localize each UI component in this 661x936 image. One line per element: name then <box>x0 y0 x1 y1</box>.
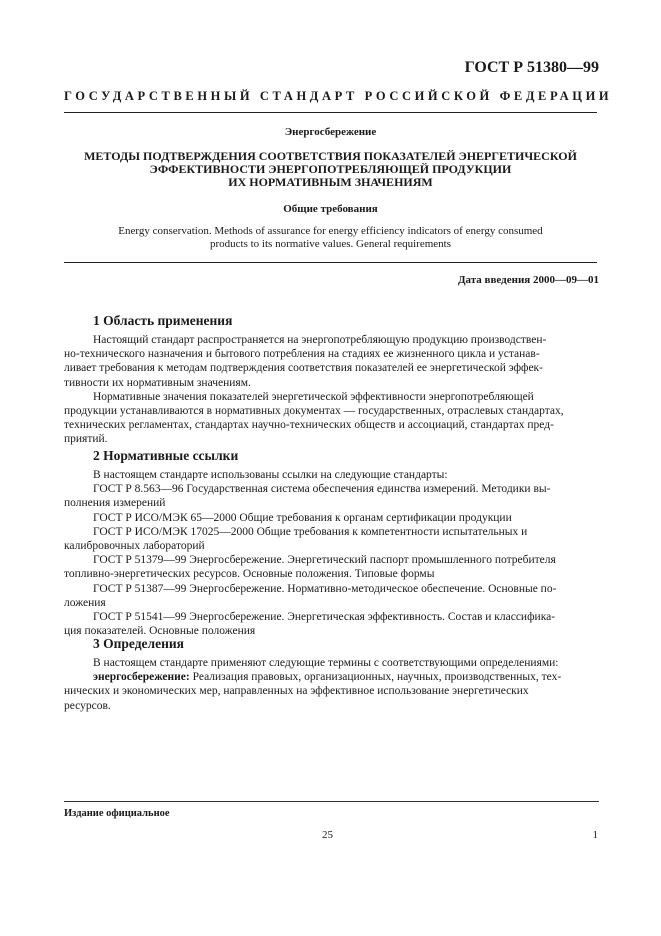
definition-line <box>64 670 598 684</box>
document-subtitle: Общие требования <box>283 203 378 215</box>
document-number: ГОСТ Р 51380—99 <box>464 59 599 76</box>
text-line: В настоящем стандарте использованы ссылки на следующие стандарты: <box>93 469 448 481</box>
section-heading: 1 Область применения <box>93 313 233 328</box>
english-title-line: Energy conservation. Methods of assurance for energy efficiency indicators of energy consumed <box>118 225 543 237</box>
text-line: тивности их нормативным значениям. <box>64 376 251 389</box>
english-title-line: products to its normative values. General requirements <box>209 237 451 250</box>
reference-line: калибровочных лабораторий <box>64 540 205 553</box>
reference-line: ГОСТ Р 51379—99 Энергосбережение. Энергетический паспорт промышленного потребителя <box>93 554 556 567</box>
text-line: Настоящий стандарт распространяется на энергопотребляющую продукцию производствен- <box>93 334 547 346</box>
title-line: ИХ НОРМАТИВНЫМ ЗНАЧЕНИЯМ <box>228 175 433 189</box>
section-heading: 3 Определения <box>93 636 184 651</box>
section3-body <box>64 656 598 713</box>
state-standard-banner: ГОСУДАРСТВЕННЫЙ СТАНДАРТ РОССИЙСКОЙ ФЕДЕРАЦИИ <box>64 89 613 103</box>
title-rule <box>64 262 597 263</box>
page-number-right: 1 <box>592 829 598 841</box>
text-line: продукции устанавливаются в нормативных документах — государственных, отраслевых стандартах, <box>64 405 564 418</box>
text-line: В настоящем стандарте применяют следующие термины с соответствующими определениями: <box>93 657 559 669</box>
definition-text: Реализация правовых, организационных, научных, производственных, тех- <box>189 671 562 684</box>
document-title <box>64 150 597 189</box>
title-line: МЕТОДЫ ПОДТВЕРЖДЕНИЯ СООТВЕТСТВИЯ ПОКАЗАТЕЛЕЙ ЭНЕРГЕТИЧЕСКОЙ <box>84 149 577 163</box>
header-rule <box>64 112 597 113</box>
footer-rule <box>64 801 599 802</box>
section-heading: 2 Нормативные ссылки <box>93 448 239 463</box>
reference-line: ГОСТ Р ИСО/МЭК 17025—2000 Общие требования к компетентности испытательных и <box>93 525 528 538</box>
section2-body <box>64 468 598 638</box>
defined-term: энергосбережение: <box>93 671 190 684</box>
text-line: технических регламентах, стандартах научно-технических обществ и ассоциаций, стандартах пред- <box>64 419 554 432</box>
reference-line: ГОСТ Р 8.563—96 Государственная система обеспечения единства измерений. Методики вы- <box>93 483 551 496</box>
reference-line: ГОСТ Р 51541—99 Энергосбережение. Энергетическая эффективность. Состав и классифика- <box>93 611 556 624</box>
title-line: ЭФФЕКТИВНОСТИ ЭНЕРГОПОТРЕБЛЯЮЩЕЙ ПРОДУКЦИИ <box>149 162 512 176</box>
reference-line: топливно-энергетических ресурсов. Основные положения. Типовые формы <box>64 568 435 581</box>
reference-line: ГОСТ Р ИСО/МЭК 65—2000 Общие требования к органам сертификации продукции <box>93 511 512 524</box>
edition-note: Издание официальное <box>64 808 170 819</box>
text-line: но-технического назначения и бытового потребления на стадиях ее жизненного цикла и устанав- <box>64 348 540 361</box>
english-title <box>100 225 561 250</box>
reference-line: ложения <box>64 596 106 609</box>
text-line: приятий. <box>64 433 108 446</box>
page-number-center: 25 <box>322 829 333 841</box>
topic-heading: Энергосбережение <box>284 126 377 138</box>
definition-line: ресурсов. <box>64 699 111 712</box>
reference-line: полнения измерений <box>64 497 166 510</box>
text-line: Нормативные значения показателей энергетической эффективности энергопотребляющей <box>93 390 534 403</box>
reference-line: ГОСТ Р 51387—99 Энергосбережение. Нормативно-методическое обеспечение. Основные по- <box>93 582 557 595</box>
introduction-date: Дата введения 2000—09—01 <box>457 274 599 286</box>
definition-line: нических и экономических мер, направленных на эффективное использование энергетических <box>64 685 529 698</box>
section1-body <box>64 333 598 447</box>
reference-line: ция показателей. Основные положения <box>64 625 256 638</box>
text-line: ливает требования к методам подтверждения соответствия показателей ее энергетической эффек- <box>64 362 543 375</box>
